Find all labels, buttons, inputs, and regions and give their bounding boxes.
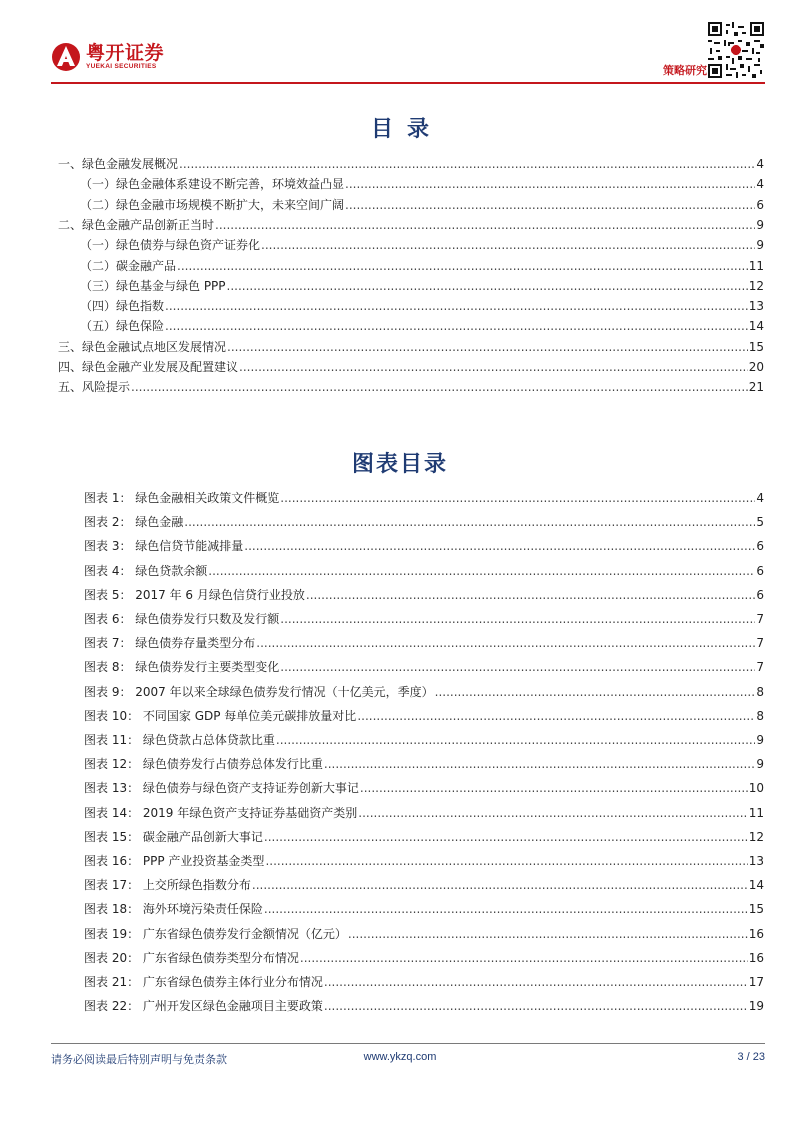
figure-entry-page: 9 <box>756 733 764 747</box>
figure-entry[interactable] <box>84 685 764 699</box>
figure-entry[interactable] <box>84 781 764 795</box>
figure-entry[interactable] <box>84 491 764 505</box>
toc-entry[interactable] <box>80 319 764 333</box>
dot-leader <box>324 999 748 1013</box>
toc-entry[interactable] <box>80 259 764 273</box>
toc-entry-label: 四、绿色金融产业发展及配置建议 <box>58 360 239 374</box>
section-label: 策略研究 <box>663 64 707 77</box>
logo-text-cn: 粤开证券 <box>86 42 165 64</box>
toc-entry-page: 14 <box>748 319 764 334</box>
toc-entry-label: （二）碳金融产品 <box>80 258 177 273</box>
dot-leader <box>227 279 748 293</box>
figure-entry-page: 16 <box>748 950 764 965</box>
toc-entry-label: 五、风险提示 <box>58 380 131 395</box>
toc-entry[interactable] <box>80 238 764 252</box>
dot-leader <box>208 564 755 578</box>
dot-leader <box>184 515 755 529</box>
toc-entry-page: 20 <box>748 360 764 374</box>
figure-entry[interactable] <box>84 806 764 820</box>
figure-entry-page: 15 <box>748 902 764 917</box>
page-header <box>0 0 800 90</box>
figure-entry[interactable] <box>84 588 764 602</box>
toc-entry-label: 一、绿色金融发展概况 <box>58 157 179 171</box>
figure-entry-page: 6 <box>756 563 764 578</box>
figure-entry[interactable] <box>84 854 764 868</box>
toc-entry[interactable] <box>80 177 764 191</box>
figure-entry-label: 图表 19： 广东省绿色债券发行金额情况（亿元） <box>84 926 347 941</box>
figure-entry-label: 图表 15： 碳金融产品创新大事记 <box>84 829 263 844</box>
figure-entry-label: 图表 11： 绿色贷款占总体贷款比重 <box>84 733 275 747</box>
dot-leader <box>280 491 755 505</box>
figure-entry-page: 7 <box>756 660 764 675</box>
figure-entry-label: 图表 13： 绿色债券与绿色资产支持证券创新大事记 <box>84 781 359 796</box>
toc-entry-label: 二、绿色金融产品创新正当时 <box>58 217 215 232</box>
dot-leader <box>345 177 755 191</box>
dot-leader <box>244 539 755 553</box>
figure-entry-page: 19 <box>748 999 764 1014</box>
toc-entry-page: 6 <box>756 197 764 212</box>
footer-divider <box>51 1043 765 1044</box>
figure-entry-label: 图表 6： 绿色债券发行只数及发行额 <box>84 612 280 626</box>
figure-entry-label: 图表 18： 海外环境污染责任保险 <box>84 902 263 917</box>
toc-entry-label: （一）绿色金融体系建设不断完善，环境效益凸显 <box>80 177 345 192</box>
figure-entry-page: 8 <box>756 684 764 699</box>
figure-entry-page: 13 <box>748 854 764 868</box>
dot-leader <box>300 951 748 965</box>
toc-entry[interactable] <box>80 198 764 212</box>
dot-leader <box>265 854 747 868</box>
dot-leader <box>306 588 755 602</box>
dot-leader <box>179 157 755 171</box>
toc-entry-page: 4 <box>756 157 764 171</box>
toc-entry[interactable] <box>80 279 764 293</box>
figure-entry-page: 6 <box>756 539 764 554</box>
toc-entry-label: （一）绿色债券与绿色资产证券化 <box>80 238 261 253</box>
figure-entry[interactable] <box>84 927 764 941</box>
figure-entry[interactable] <box>84 515 764 529</box>
toc-entry[interactable] <box>58 340 764 354</box>
figure-entry-page: 16 <box>748 926 764 941</box>
dot-leader <box>324 975 748 989</box>
toc-title: 目录 <box>370 117 443 142</box>
dot-leader <box>239 360 748 374</box>
figure-entry-label: 图表 4： 绿色贷款余额 <box>84 563 208 578</box>
dot-leader <box>280 612 755 626</box>
dot-leader <box>345 198 755 212</box>
toc-entry[interactable] <box>58 360 764 374</box>
dot-leader <box>435 685 756 699</box>
figure-entry[interactable] <box>84 902 764 916</box>
dot-leader <box>264 902 748 916</box>
toc-entry[interactable] <box>80 299 764 313</box>
toc-entry-page: 9 <box>756 217 764 232</box>
figure-entry-page: 9 <box>756 757 764 772</box>
figure-entry[interactable] <box>84 878 764 892</box>
figure-entry-label: 图表 22： 广州开发区绿色金融项目主要政策 <box>84 999 323 1014</box>
figure-entry-page: 11 <box>748 805 764 820</box>
dot-leader <box>264 830 748 844</box>
figure-entry-label: 图表 14： 2019 年绿色资产支持证券基础资产类别 <box>84 805 358 820</box>
figure-entry-page: 12 <box>748 829 764 844</box>
footer-website: www.ykzq.com <box>363 1051 437 1063</box>
figure-entry-label: 图表 7： 绿色债券存量类型分布 <box>84 636 256 651</box>
figure-entry-label: 图表 16： PPP 产业投资基金类型 <box>84 854 265 868</box>
dot-leader <box>280 660 755 674</box>
dot-leader <box>252 878 748 892</box>
figure-entry-label: 图表 8： 绿色债券发行主要类型变化 <box>84 660 280 675</box>
figure-entry-page: 6 <box>756 587 764 602</box>
figure-entry-label: 图表 17： 上交所绿色指数分布 <box>84 878 251 893</box>
figure-entry-page: 4 <box>756 491 764 505</box>
figure-entry-label: 图表 5： 2017 年 6 月绿色信贷行业投放 <box>84 587 305 602</box>
dot-leader <box>261 238 755 252</box>
figure-entry[interactable] <box>84 539 764 553</box>
toc-entry-page: 21 <box>748 380 764 395</box>
dot-leader <box>131 380 748 394</box>
toc-entry-label: （二）绿色金融市场规模不断扩大，未来空间广阔 <box>80 197 345 212</box>
toc-entry-page: 9 <box>756 238 764 253</box>
figure-entry[interactable] <box>84 975 764 989</box>
figure-entry[interactable] <box>84 612 764 626</box>
figure-entry-label: 图表 20： 广东省绿色债券类型分布情况 <box>84 950 299 965</box>
toc-entry-page: 15 <box>748 339 764 354</box>
figure-entry-label: 图表 1： 绿色金融相关政策文件概览 <box>84 491 280 505</box>
figure-entry[interactable] <box>84 660 764 674</box>
toc-entry-label: （三）绿色基金与绿色 PPP <box>80 278 226 293</box>
figure-entry[interactable] <box>84 636 764 650</box>
figure-entry[interactable] <box>84 999 764 1013</box>
toc-entry[interactable] <box>58 157 764 171</box>
dot-leader <box>324 757 755 771</box>
figure-entry[interactable] <box>84 757 764 771</box>
figure-entry-page: 14 <box>748 878 764 893</box>
toc-entry-page: 12 <box>748 278 764 293</box>
figure-entry[interactable] <box>84 564 764 578</box>
dot-leader <box>177 259 748 273</box>
figure-entry-label: 图表 9： 2007 年以来全球绿色债券发行情况（十亿美元，季度） <box>84 684 434 699</box>
figure-entry[interactable] <box>84 951 764 965</box>
dot-leader <box>360 781 748 795</box>
toc-entry[interactable] <box>58 218 764 232</box>
toc-entry-page: 4 <box>756 177 764 192</box>
figure-entry-label: 图表 10： 不同国家 GDP 每单位美元碳排放量对比 <box>84 708 357 723</box>
figure-entry-label: 图表 12： 绿色债券发行占债券总体发行比重 <box>84 757 323 772</box>
toc-entry-label: 三、绿色金融试点地区发展情况 <box>58 339 227 354</box>
toc-entry-label: （五）绿色保险 <box>80 319 165 334</box>
qr-code-icon <box>708 22 764 78</box>
figure-entry-page: 7 <box>756 636 764 651</box>
header-divider <box>51 82 765 84</box>
dot-leader <box>215 218 755 232</box>
figure-entry[interactable] <box>84 709 764 723</box>
logo-text-en: YUEKAI SECURITIES <box>86 63 157 70</box>
dot-leader <box>165 299 748 313</box>
figure-list-title: 图表目录 <box>351 452 448 477</box>
dot-leader <box>165 319 748 333</box>
figure-entry[interactable] <box>84 830 764 844</box>
dot-leader <box>348 927 748 941</box>
dot-leader <box>227 340 748 354</box>
dot-leader <box>357 709 755 723</box>
figure-entry-label: 图表 21： 广东省绿色债券主体行业分布情况 <box>84 975 323 989</box>
dot-leader <box>358 806 747 820</box>
figure-entry-page: 17 <box>748 975 764 989</box>
figure-entry-page: 7 <box>756 612 764 626</box>
toc-entry-page: 11 <box>748 258 764 273</box>
figure-entry-page: 10 <box>748 781 764 796</box>
toc-entry-page: 13 <box>748 299 764 314</box>
figure-entry-label: 图表 2： 绿色金融 <box>84 515 184 530</box>
toc-entry-label: （四）绿色指数 <box>80 299 165 314</box>
footer-page-number: 3 / 23 <box>737 1051 765 1063</box>
dot-leader <box>276 733 755 747</box>
figure-entry-page: 8 <box>756 708 764 723</box>
figure-entry[interactable] <box>84 733 764 747</box>
dot-leader <box>256 636 755 650</box>
yuekai-logo-icon <box>51 40 81 74</box>
figure-entry-page: 5 <box>756 515 764 530</box>
toc-entry[interactable] <box>58 380 764 394</box>
footer-disclaimer: 请务必阅读最后特别声明与免责条款 <box>51 1053 227 1066</box>
figure-entry-label: 图表 3： 绿色信贷节能减排量 <box>84 539 244 554</box>
